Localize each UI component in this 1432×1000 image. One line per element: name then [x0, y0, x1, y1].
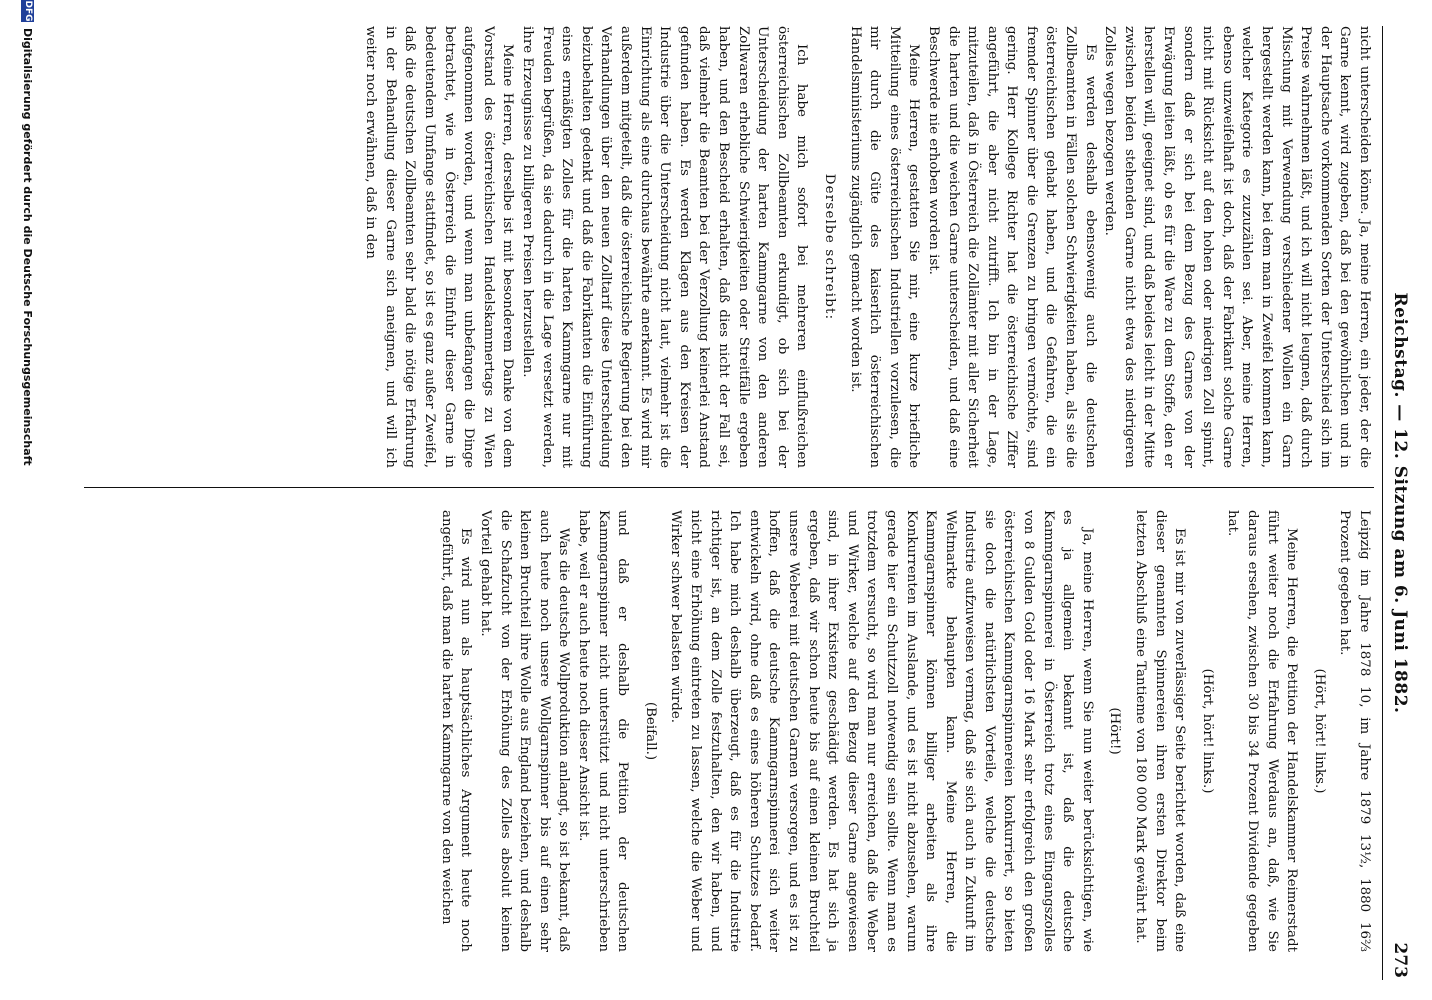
paragraph: Es ist mir von zuverlässiger Seite berichtet worden, daß eine dieser genannten Spinnereien ihren ersten Direktor beim letzten Abschluß eine Tantieme von 180 000 Mark gewährt hat.: [1133, 510, 1188, 952]
paragraph: Es werden deshalb ebensowenig auch die deutschen Zollbeamten in Fällen solchen Schwierigkeiten haben, als sie die österreichischen gehabt haben, und die Gefahren, die ein fremder Spinner über die Grenzen zu bringen vermöchte, sind gering. Herr Kollege Richter hat die österreichische Ziffer angeführt, die aber nicht zutrifft. Ich bin in der Lage, mitzuteilen, daß in Österreich die Zollämter mit aller Sicherheit die harten und die weichen Garne unterscheiden, und daß eine Beschwerde nie erhoben worden ist.: [925, 26, 1098, 468]
paragraph: Ich habe mich sofort bei mehreren einflußreichen österreichischen Zollbeamten erkundigt, ob sich bei der Unterscheidung der harten Kammgarne von den anderen Zollwaren erhebliche Schwierigkeiten oder Streitfälle ergeben haben, und den Bescheid erhalten, daß dies nicht der Fall sei, daß vielmehr die Beamten bei der Verzollung keinerlei Anstand gefunden haben. Es werden Klagen aus den Kreisen der Industrie über die Unterscheidung nicht laut, vielmehr ist die Einrichtung als eine durchaus bewährte anerkannt. Es wird mir außerdem mitgeteilt, daß die österreichische Regierung bei den Verhandlungen über den neuen Zolltarif diese Unterscheidung beizubehalten gedenkt und daß die Fabrikanten die Einführung eines ermäßigten Zolles für die harten Kammgarne nur mit Freuden begrüßen, da sie dadurch in die Lage versetzt werden, ihre Erzeugnisse zu billigeren Preisen herzustellen.: [520, 26, 810, 468]
page-title: Reichstag. — 12. Sitzung am 6. Juni 1882.: [1390, 292, 1410, 714]
text-column-left: [84, 26, 1374, 468]
text-column-right: [84, 510, 1374, 952]
interjection: (Hört, hört! links.): [1199, 668, 1215, 794]
header-rule: [1382, 26, 1383, 980]
interjection: (Hört, hört! links.): [1311, 668, 1327, 794]
digitization-credit: [16, 0, 36, 1000]
paragraph: und daß er deshalb die Petition der deutschen Kammgarnspinner nicht unterstützt und nicht unterschrieben habe, weil er auch heute noch dieser Ansicht ist.: [576, 510, 631, 952]
dfg-logo-icon: DFG: [23, 0, 33, 22]
paragraph: Meine Herren, die Petition der Handelskammer Reimerstadt führt weiter noch die Erfahrung Werdaus an, daß, wie Sie daraus ersehen, zwischen 30 bis 34 Prozent Dividende gegeben hat.: [1225, 510, 1300, 952]
interjection: (Beifall.): [642, 701, 658, 761]
paragraph: Meine Herren, gestatten Sie mir, eine kurze briefliche Mitteilung eines österreichischen Industriellen vorzulesen, die mir durch die Güte des kaiserlich österreichischen Handelsministeriums zugänglich gemacht worden ist.: [847, 26, 922, 468]
paragraph: nicht unterscheiden könne. Ja, meine Herren, ein jeder, der die Garne kennt, wird zugeben, daß bei den gewöhnlichen und in der Hauptsache vorkommenden Sorten der Unterschied sich im Preise wahrnehmen läßt, und ich will nicht leugnen, daß durch Mischung mit Verwendung verschiedener Wollen ein Garn hergestellt werden kann, bei dem man in Zweifel kommen kann, welcher Kategorie es zuzuzählen sei. Aber, meine Herren, ebenso unzweifelhaft ist doch, daß der Fabrikant solche Garne nicht mit Rücksicht auf den hohen oder niedrigen Zoll spinnt, sondern daß er sich bei dem Bezug des Garnes von der Erwägung leiten läßt, ob es für die Ware zu dem Stoffe, den er herstellen will, geeignet sind, und daß beides leicht in der Mitte zwischen beiden stehenden Garne nicht etwa des niedrigeren Zolles wegen bezogen werden.: [1102, 26, 1372, 468]
interjection: (Hört!): [1107, 707, 1123, 755]
page-header: [1382, 28, 1412, 978]
newspaper-page: [16, 0, 1416, 1000]
credit-text: Digitalisierung gefördert durch die Deutsche Forschungsgemeinschaft: [21, 28, 34, 466]
paragraph: Es wird nun als hauptsächliches Argument heute noch angeführt, daß man die harten Kammgarne von den weichen: [438, 510, 474, 952]
paragraph: Meine Herren, derselbe ist mit besonderem Danke von dem Vorstand des österreichischen Handelskammertags zu Wien aufgenommen worden, und wenn man unbefangen die Dinge betrachtet, wie in Österreich die Einfuhr dieser Garne in bedeutendem Umfange stattfindet, so ist es ganz außer Zweifel, daß die deutschen Zollbeamten sehr bald die nötige Erfahrung in der Behandlung dieser Garne sich aneignen, und will ich weiter noch erwähnen, daß in den: [363, 26, 516, 468]
paragraph: Leipzig im Jahre 1878 10, im Jahre 1879 13½, 1880 16⅔ Prozent gegeben hat.: [1337, 510, 1372, 952]
page-number: 273: [1390, 942, 1410, 978]
quote-intro: Derselbe schreibt:: [821, 173, 837, 321]
column-rule: [84, 487, 1374, 488]
paragraph: Was die deutsche Wollproduktion anlangt, so ist bekannt, daß auch heute noch unsere Wollgarnspinner bis auf einen sehr kleinen Bruchteil ihre Wolle aus England beziehen, und deshalb die Schafzucht von der Erhöhung des Zolles absolut keinen Vorteil gehabt hat.: [478, 510, 572, 952]
paragraph: Ja, meine Herren, wenn Sie nun weiter berücksichtigen, wie es ja allgemein bekannt ist, daß die deutsche Kammgarnspinnerei in Österreich trotz eines Eingangszolles von 8 Gulden Gold oder 16 Mark sehr erfolgreich den großen österreichischen Kammgarnspinnereien konkurriert, so bieten sie doch die natürlichsten Vorteile, welche die deutsche Industrie aufzuweisen vermag, daß sie sich auch in Zukunft im Weltmarkte behaupten kann. Meine Herren, die Kammgarnspinner können billiger arbeiten als ihre Konkurrenten im Auslande, und es ist nicht abzusehen, warum gerade hier ein Schutzzoll notwendig sein sollte. Wenn man es trotzdem versucht, so wird man nur erreichen, daß die Weber und Wirker, welche auf den Bezug dieser Garne angewiesen sind, in ihrer Existenz geschädigt werden. Es hat sich ja ergeben, daß wir schon heute bis auf einen kleinen Bruchteil unsere Weberei mit deutschen Garnen versorgen, und es ist zu hoffen, daß die deutsche Kammgarnspinnerei sich weiter entwickeln wird, ohne daß es eines höheren Schutzes bedarf. Ich habe mich deshalb überzeugt, daß es für die Industrie richtiger ist, an dem Zolle festzuhalten, den wir haben, und nicht eine Erhöhung eintreten zu lassen, welche die Weber und Wirker schwer belasten würde.: [668, 510, 1095, 952]
